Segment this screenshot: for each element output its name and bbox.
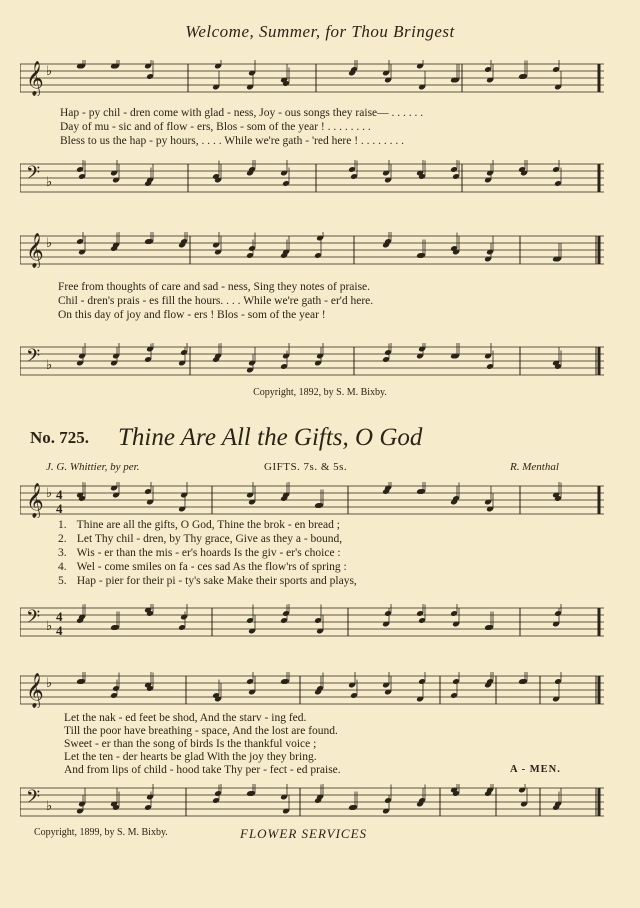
verse-words: Wel - come smiles on fa - ces sad As the flow'rs of spring : [74,561,347,573]
flat-key-signature-icon: ♭ [46,64,53,79]
treble-staff [20,482,604,518]
lyric-line: Hap - py chil - dren come with glad - ness, Joy - ous songs they raise— . . . . . . [60,107,424,119]
staff-lines [20,672,604,708]
time-signature-bottom: 4 [56,501,63,516]
flat-key-signature-icon: ♭ [46,619,53,634]
copyright-1: Copyright, 1892, by S. M. Bixby. [253,387,387,398]
staff-lines [20,482,604,518]
verse-number: 2. [58,533,67,545]
verse-number: 4. [58,561,67,573]
time-signature-top: 4 [56,487,63,502]
lyric-line: Bless to us the hap - py hours, . . . . While we're gath - 'red here ! . . . . . . . . [60,135,405,147]
verse-line [58,575,357,587]
verse-b-line: Sweet - er than the song of birds Is the thankful voice ; [64,738,317,750]
flat-key-signature-icon: ♭ [46,236,53,251]
staff-lines [20,343,604,379]
verse-b-line: Let the ten - der hearts be glad With the joy they bring. [64,751,317,763]
verse-number: 5. [58,575,67,587]
staff-lines [20,60,604,96]
flat-key-signature-icon: ♭ [46,676,53,691]
verse-number: 3. [58,547,67,559]
verse-number: 1. [58,519,67,531]
bass-clef-icon: 𝄢 [26,607,41,632]
verse-block [58,519,357,587]
verse-line [58,533,357,545]
flat-key-signature-icon: ♭ [46,486,53,501]
treble-staff [20,672,604,708]
bass-staff [20,343,604,379]
bass-staff [20,160,604,196]
time-signature-bottom: 4 [56,623,63,638]
composer: R. Menthal [510,461,559,473]
verse-words: Hap - pier for their pi - ty's sake Make their sports and plays, [74,575,357,587]
time-signature-top: 4 [56,609,63,624]
bass-clef-icon: 𝄢 [26,787,41,812]
flat-key-signature-icon: ♭ [46,358,53,373]
bass-clef-icon: 𝄢 [26,346,41,371]
lyric-line: Free from thoughts of care and sad - ness, Sing they notes of praise. [58,281,371,293]
staff-lines [20,232,604,268]
verse-b-line: Till the poor have breathing - space, And the lost are found. [64,725,338,737]
staff-lines [20,784,604,820]
bass-clef-icon: 𝄢 [26,163,41,188]
hymn-number: No. 725. [30,428,90,447]
verse-words: Wis - er than the mis - er's hoards Is the giv - er's choice : [74,547,341,559]
lyric-line: Day of mu - sic and of flow - ers, Blos - som of the year ! . . . . . . . . [60,121,371,133]
verse-line [58,547,357,559]
staff-lines [20,160,604,196]
treble-clef-icon: 𝄞 [26,483,44,518]
bass-staff [20,604,604,640]
lyric-line: Chil - dren's prais - es fill the hours. . . . While we're gath - er'd here. [58,295,374,307]
amen: A - MEN. [510,764,561,775]
running-title: Welcome, Summer, for Thou Bringest [185,22,455,41]
verse-words: Let Thy chil - dren, by Thy grace, Give as they a - bound, [74,533,343,545]
lyric-line: On this day of joy and flow - ers ! Blos - som of the year ! [58,309,326,321]
treble-staff [20,60,604,96]
treble-clef-icon: 𝄞 [26,61,44,96]
verse-line [58,519,357,531]
flat-key-signature-icon: ♭ [46,799,53,814]
verse-line [58,561,357,573]
verse-b-line: And from lips of child - hood take Thy per - fect - ed praise. [64,764,341,776]
treble-clef-icon: 𝄞 [26,233,44,268]
hymn-title: Thine Are All the Gifts, O God [118,424,423,451]
tune-name: GIFTS. 7s. & 5s. [264,461,348,473]
treble-clef-icon: 𝄞 [26,673,44,708]
verse-words: Thine are all the gifts, O God, Thine the brok - en bread ; [74,519,340,531]
staff-lines [20,604,604,640]
bass-staff [20,784,604,820]
verse-b-line: Let the nak - ed feet be shod, And the starv - ing fed. [64,712,307,724]
treble-staff [20,232,604,268]
copyright-2: Copyright, 1899, by S. M. Bixby. [34,827,168,838]
lyricist: J. G. Whittier, by per. [46,461,140,473]
flat-key-signature-icon: ♭ [46,175,53,190]
footer-title: FLOWER SERVICES [240,826,368,841]
